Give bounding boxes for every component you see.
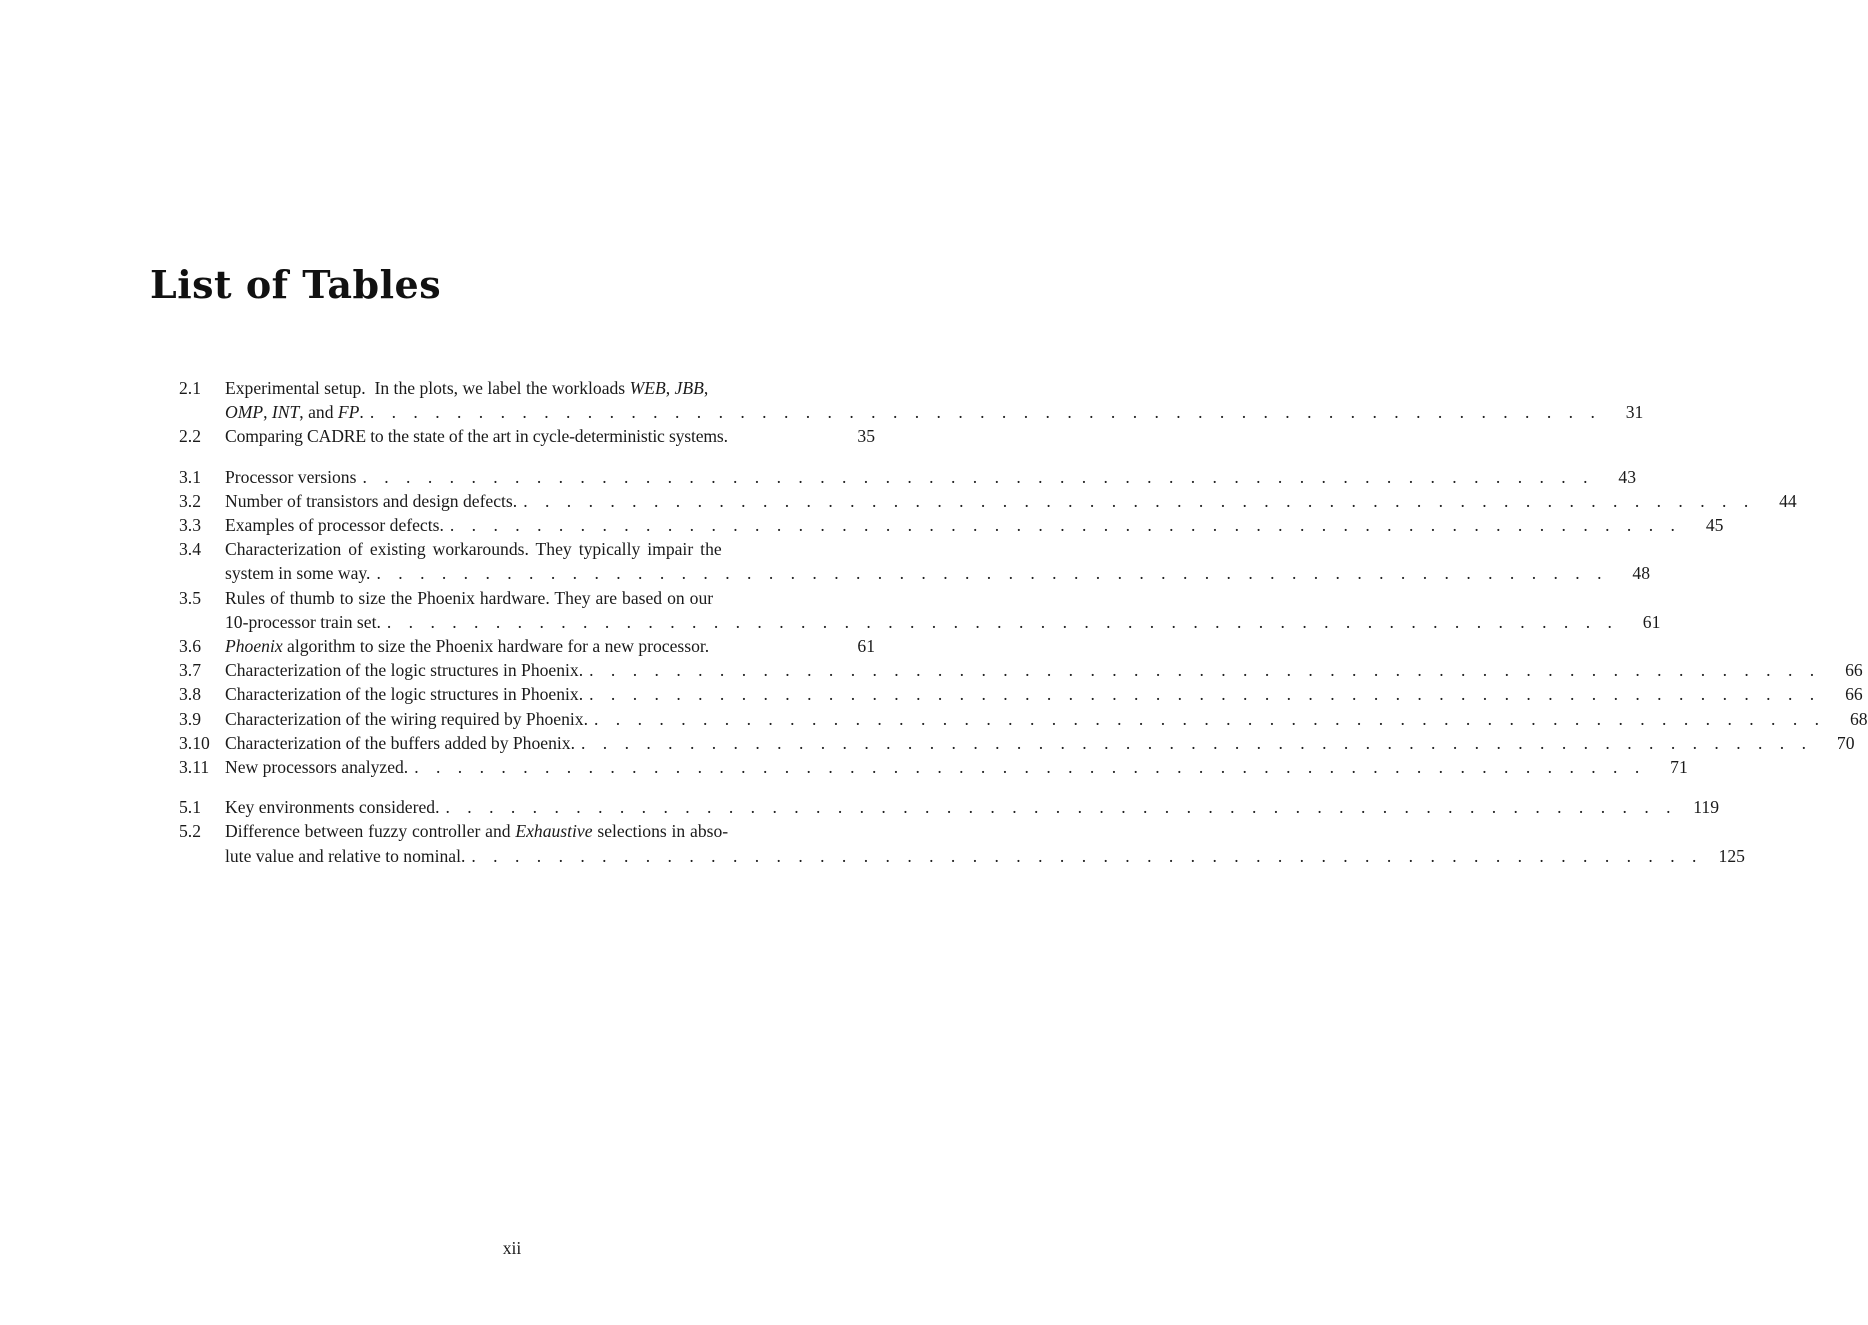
entry-title-line (225, 424, 875, 448)
entry-title-line (225, 513, 1723, 537)
entry-number: 3.8 (179, 684, 201, 705)
toc-entry-2-2[interactable] (179, 424, 875, 448)
leader-dots (575, 731, 1813, 755)
leader-dots (444, 513, 1682, 537)
entry-title-part: Experimental setup. In the plots, we label the workloads WEB, JBB, (225, 378, 709, 398)
entry-title-line (225, 489, 1797, 513)
toc-entry-3-8[interactable] (179, 682, 1863, 706)
toc-entry-3-10[interactable] (179, 731, 1855, 755)
leader-dots (370, 561, 1608, 585)
entry-title: New processors analyzed. (225, 757, 409, 778)
entry-number: 3.1 (179, 466, 201, 487)
entry-number: 2.1 (179, 378, 201, 398)
page-number: 43 (1618, 466, 1636, 487)
entry-title: Examples of processor defects. (225, 515, 444, 536)
entry-number: 3.5 (179, 587, 201, 608)
page-folio: xii (502, 1238, 522, 1258)
entry-title: Comparing CADRE to the state of the art in cycle-deterministic systems. (225, 426, 728, 447)
entry-number: 5.1 (179, 797, 201, 818)
page-number: 125 (1718, 845, 1745, 866)
entry-title: Number of transistors and design defects. (225, 490, 518, 511)
entry-title-line (225, 376, 1643, 400)
toc-entry-3-5[interactable] (179, 586, 1661, 634)
leader-dots (364, 400, 1602, 424)
entry-title-part: Phoenix algorithm to size the Phoenix hardware for a new processor. (225, 636, 710, 657)
page-number: 71 (1670, 757, 1688, 778)
toc-entry-3-9[interactable] (179, 707, 1868, 731)
entry-title-line (225, 755, 1688, 779)
page-number: 48 (1632, 563, 1650, 584)
entry-title: Characterization of the buffers added by Phoenix. (225, 732, 575, 753)
toc-entry-3-11[interactable] (179, 755, 1688, 779)
leader-dots (583, 658, 1821, 682)
toc-entry-3-1[interactable] (179, 465, 1636, 489)
entry-title-part: OMP, INT, and FP. (225, 402, 364, 423)
entry-title: Key environments considered. (225, 797, 440, 818)
leader-dots (465, 844, 1703, 868)
entry-title: Characterization of the logic structures in Phoenix. (225, 660, 584, 681)
leader-dots (408, 755, 1646, 779)
leader-dots (588, 707, 1826, 731)
page-number: 44 (1779, 490, 1797, 511)
entry-title-line (225, 561, 1650, 585)
page-number: 45 (1705, 515, 1724, 536)
page-number: 61 (857, 636, 875, 657)
entry-title-line (225, 658, 1863, 682)
toc-entry-2-1[interactable] (179, 376, 1644, 424)
page-number: 119 (1693, 797, 1720, 818)
entry-title: Characterization of the logic structures in Phoenix. (225, 684, 584, 705)
entry-title-part: Difference between fuzzy controller and Exhaustive selections in abso- (225, 821, 729, 842)
entry-title-line (225, 610, 1660, 634)
entry-title: 10-processor train set. (225, 611, 381, 632)
entry-title: Characterization of the wiring required by Phoenix. (225, 708, 588, 729)
entry-number: 3.3 (179, 515, 201, 536)
entry-title-line (225, 682, 1863, 706)
page-number: 61 (1642, 611, 1661, 632)
entry-title-line (225, 400, 1643, 424)
toc-entry-3-3[interactable] (179, 513, 1724, 537)
leader-dots (356, 465, 1594, 489)
entry-number: 3.2 (179, 490, 201, 511)
entry-title: system in some way. (225, 563, 371, 584)
toc-entry-3-6[interactable] (179, 634, 875, 658)
page-number: 70 (1836, 732, 1855, 753)
entry-title-line (225, 634, 875, 658)
entry-title-line (225, 819, 1745, 843)
entry-number: 5.2 (179, 821, 201, 842)
toc-entry-5-2[interactable] (179, 819, 1745, 867)
page-title: List of Tables (150, 262, 442, 307)
entry-title-line (225, 537, 1650, 561)
entry-title: Characterization of existing workarounds. They typically impair the (225, 539, 722, 560)
entry-title-line (225, 795, 1719, 819)
entry-title-line (225, 731, 1855, 755)
entry-title: Processor versions (225, 466, 357, 487)
leader-dots (439, 795, 1677, 819)
leader-dots (583, 682, 1821, 706)
page-number: 31 (1625, 402, 1644, 423)
toc-entry-5-1[interactable] (179, 795, 1720, 819)
page-number: 68 (1849, 708, 1868, 729)
entry-title-line (225, 707, 1868, 731)
entry-number: 3.4 (179, 539, 201, 560)
toc-entry-3-2[interactable] (179, 489, 1797, 513)
entry-number: 3.9 (179, 708, 201, 729)
leader-dots (517, 489, 1755, 513)
page-number: 66 (1845, 660, 1863, 681)
table-of-contents (179, 376, 1868, 868)
entry-number: 3.6 (179, 636, 201, 657)
entry-title-line (225, 844, 1745, 868)
entry-number: 2.2 (179, 426, 201, 447)
page-number: 35 (857, 426, 875, 447)
entry-number: 3.11 (179, 757, 210, 778)
entry-title: Rules of thumb to size the Phoenix hardware. They are based on our (225, 587, 714, 608)
toc-entry-3-7[interactable] (179, 658, 1863, 682)
entry-number: 3.10 (179, 732, 210, 753)
entry-number: 3.7 (179, 660, 201, 681)
page-number: 66 (1845, 684, 1863, 705)
entry-title-line (225, 586, 1660, 610)
entry-title: lute value and relative to nominal. (225, 845, 466, 866)
entry-title-line (225, 465, 1636, 489)
leader-dots (381, 610, 1619, 634)
toc-entry-3-4[interactable] (179, 537, 1650, 585)
